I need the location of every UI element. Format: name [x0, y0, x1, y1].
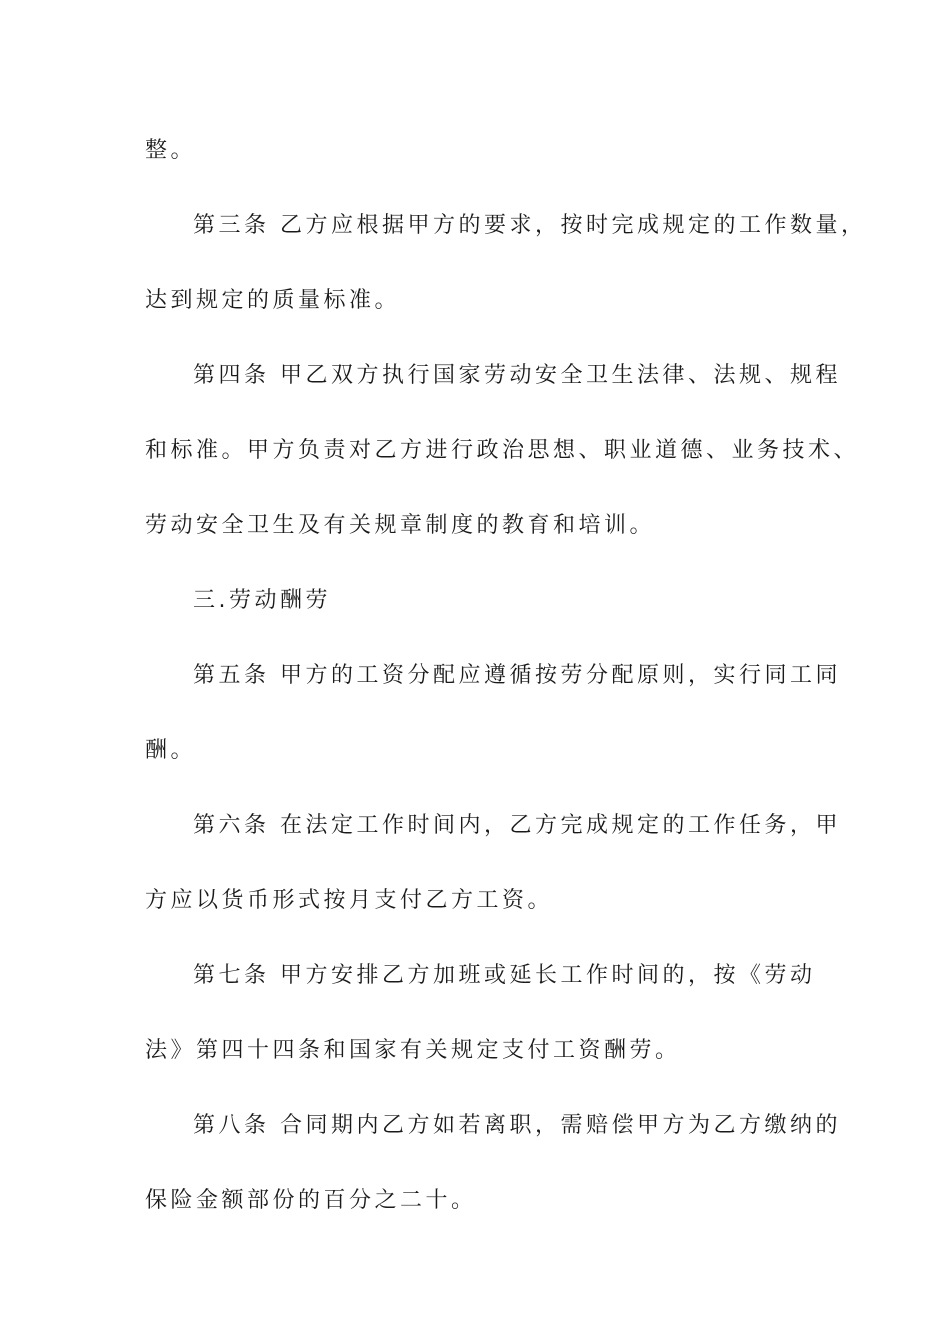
article-8-line-2: 保险金额部份的百分之二十。 — [145, 1188, 477, 1213]
article-5-line-1: 第五条 甲方的工资分配应遵循按劳分配原则，实行同工同 — [193, 663, 841, 688]
article-5-line-2: 酬。 — [145, 738, 197, 763]
article-7-line-2: 法》第四十四条和国家有关规定支付工资酬劳。 — [145, 1038, 681, 1063]
article-4-line-2: 和标准。甲方负责对乙方进行政治思想、职业道德、业务技术、 — [145, 438, 860, 463]
article-3-line-2: 达到规定的质量标准。 — [145, 288, 401, 313]
text-line: 整。 — [145, 138, 197, 163]
article-8-line-1: 第八条 合同期内乙方如若离职，需赔偿甲方为乙方缴纳的 — [193, 1113, 841, 1138]
article-6-line-1: 第六条 在法定工作时间内，乙方完成规定的工作任务，甲 — [193, 813, 841, 838]
article-3-line-1: 第三条 乙方应根据甲方的要求，按时完成规定的工作数量， — [193, 213, 867, 238]
section-heading: 三.劳动酬劳 — [193, 588, 331, 613]
article-4-line-3: 劳动安全卫生及有关规章制度的教育和培训。 — [145, 513, 656, 538]
article-7-line-1: 第七条 甲方安排乙方加班或延长工作时间的，按《劳动 — [193, 963, 816, 988]
article-4-line-1: 第四条 甲乙双方执行国家劳动安全卫生法律、法规、规程 — [193, 363, 841, 388]
article-6-line-2: 方应以货币形式按月支付乙方工资。 — [145, 888, 554, 913]
